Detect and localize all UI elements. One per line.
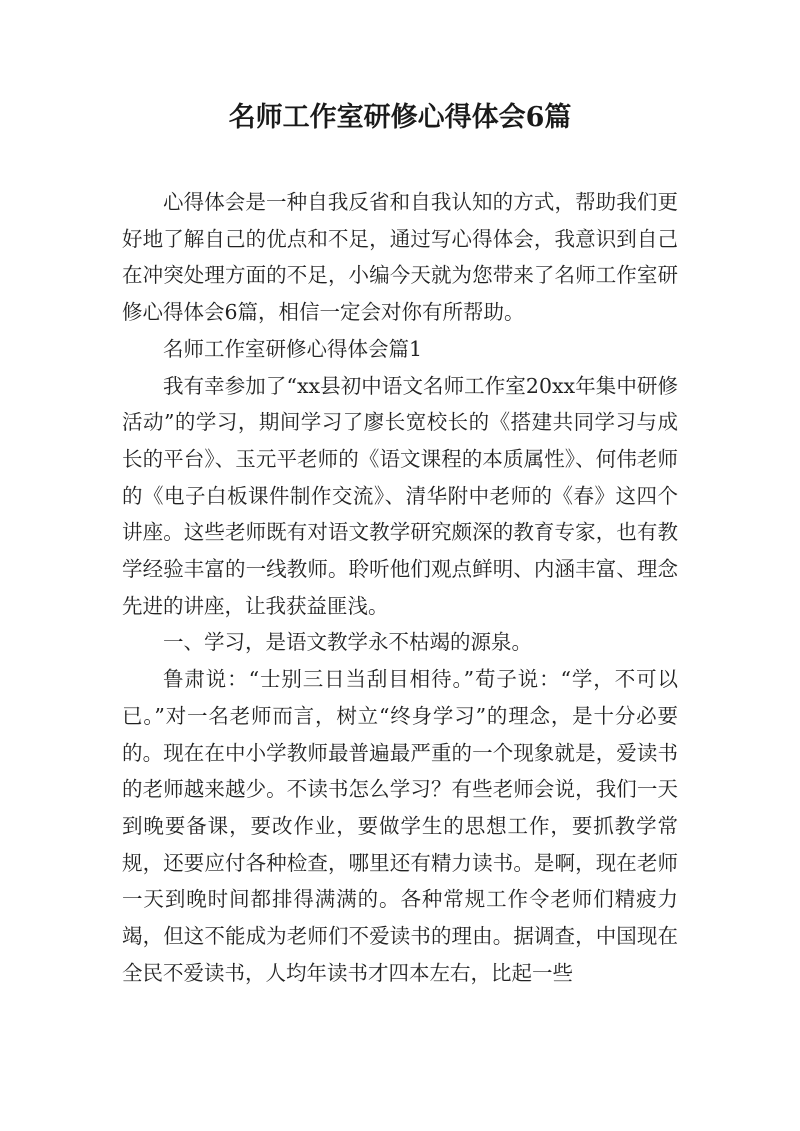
section-heading: 名师工作室研修心得体会篇1 [163, 336, 423, 361]
paragraph: 我有幸参加了“xx县初中语文名师工作室20xx年集中研修活动”的学习，期间学习了廖长宽校长的《搭建共同学习与成长的平台》、玉元平老师的《语文课程的本质属性》、何伟老师的《电子白板课件制作交流》、清华附中老师的《春》这四个讲座。这些老师既有对语文教学研究颇深的教育专家，也有教学经验丰富的一线教师。聆听他们观点鲜明、内涵丰富、理念先进的讲座，让我获益匪浅。 [122, 373, 678, 618]
document-body [122, 184, 678, 991]
document-title: 名师工作室研修心得体会6篇 [228, 102, 572, 133]
subsection-heading: 一、学习，是语文教学永不枯竭的源泉。 [163, 630, 532, 655]
paragraph: 鲁肃说：“士别三日当刮目相待。”荀子说：“学，不可以已。”对一名老师而言，树立“终身学习”的理念，是十分必要的。现在在中小学教师最普遍最严重的一个现象就是，爱读书的老师越来越少。不读书怎么学习？有些老师会说，我们一天到晚要备课，要改作业，要做学生的思想工作，要抓教学常规，还要应付各种检查，哪里还有精力读书。是啊，现在老师一天到晚时间都排得满满的。各种常规工作令老师们精疲力竭，但这不能成为老师们不爱读书的理由。据调查，中国现在全民不爱读书，人均年读书才四本左右，比起一些 [122, 667, 678, 985]
paragraph-intro: 心得体会是一种自我反省和自我认知的方式，帮助我们更好地了解自己的优点和不足，通过写心得体会，我意识到自己在冲突处理方面的不足，小编今天就为您带来了名师工作室研修心得体会6篇，相信一定会对你有所帮助。 [122, 190, 678, 325]
